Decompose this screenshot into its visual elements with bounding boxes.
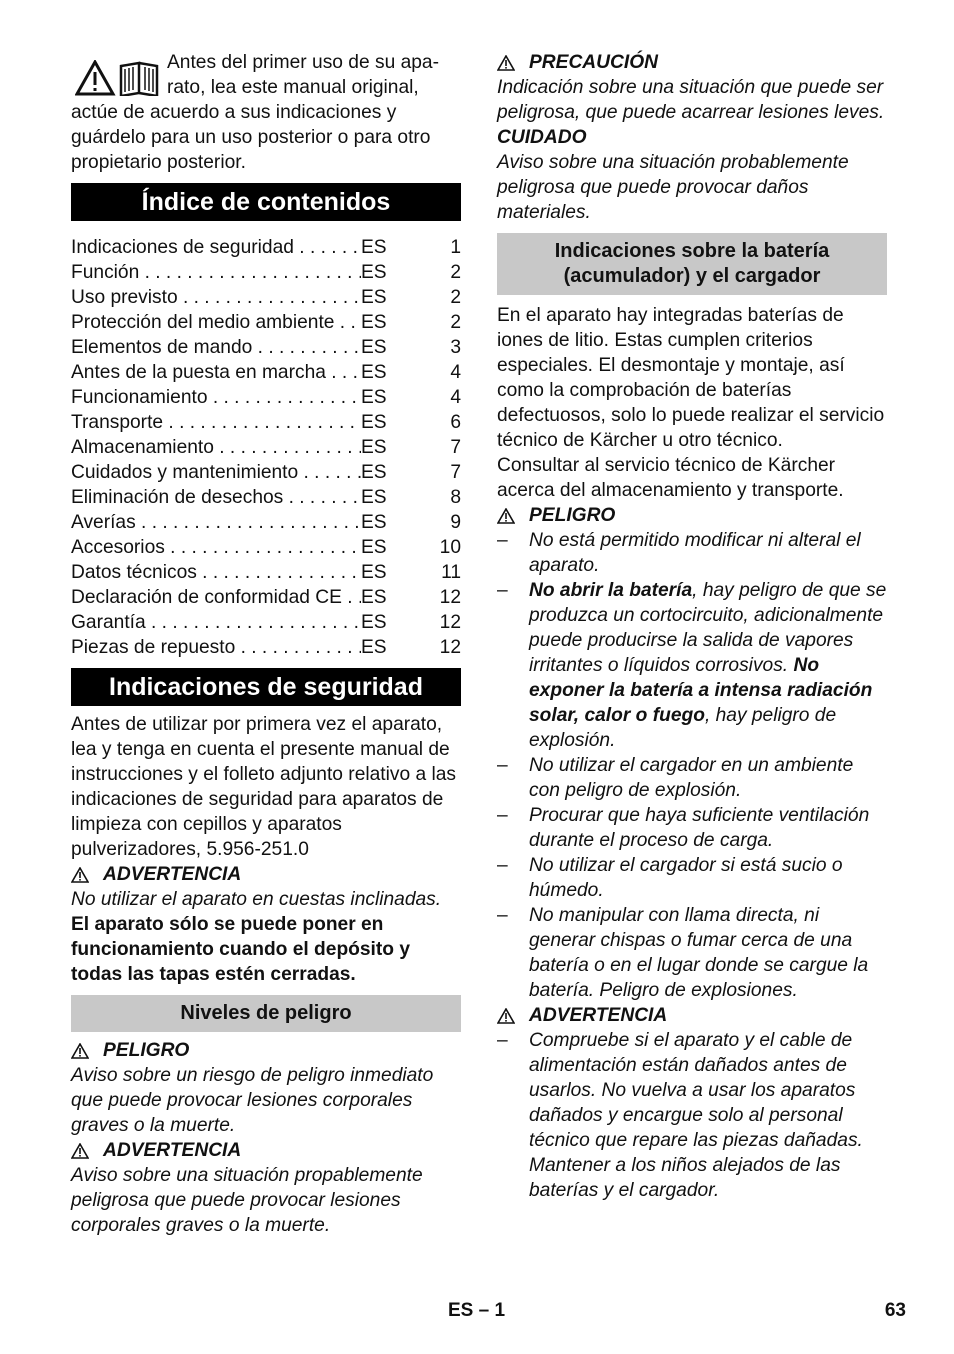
levels-caution-label [497,50,887,75]
safety-heading: Indicaciones de seguridad [71,668,461,706]
toc-entry [71,560,461,585]
toc-entry-title: Datos técnicos . . . [71,560,361,585]
intro-line-1: Antes del primer uso de su apa- [167,52,439,73]
toc-entry-lang: ES [361,437,387,458]
dash-mark: – [497,905,508,926]
toc-entry-title: Piezas de repuesto . . . [71,635,361,660]
toc-entry-lang: ES [361,237,387,258]
toc-entry-title: Transporte . . . [71,410,361,435]
toc-entry-page: 4 [450,362,461,383]
toc-entry-lang: ES [361,312,387,333]
toc-entry-title: Almacenamiento . . . [71,435,361,460]
toc-entry-lang: ES [361,287,387,308]
toc-entry [71,335,461,360]
toc-entry [71,285,461,310]
toc-entry [71,260,461,285]
footer-page-number: 63 [884,1300,906,1321]
toc-entry-lang: ES [361,387,387,408]
intro-rest: actúe de acuerdo a sus indicaciones y guárdelo para un uso posterior o para otro propietario posterior. [71,102,431,173]
toc-entry-lang: ES [361,512,387,533]
dash-mark: – [497,530,508,551]
battery-warning-label [497,1003,887,1028]
battery-danger-label-text: PELIGRO [529,505,616,526]
toc-entry-lang: ES [361,537,387,558]
toc-entry-lang: ES [361,562,387,583]
toc-entry-lang: ES [361,262,387,283]
levels-heading: Niveles de peligro [71,995,461,1032]
toc-entry [71,610,461,635]
safety-warning-bold: El aparato sólo se puede poner en funcionamiento cuando el depósito y todas las tapas estén cerradas. [71,914,411,985]
toc-entry [71,585,461,610]
toc-entry-lang: ES [361,362,387,383]
toc-entry-page: 6 [450,412,461,433]
warning-triangle-icon [71,867,89,883]
toc-entry [71,435,461,460]
dash-mark: – [497,855,508,876]
dash-mark: – [497,805,508,826]
toc-entry-page: 2 [450,312,461,333]
dash-mark: – [497,755,508,776]
battery-danger-item-6-text: No manipular con llama directa, ni generar chispas o fumar cerca de una batería o en el lugar donde se cargue la batería. Peligro de explosiones. [529,905,869,1001]
toc-entry-page: 7 [450,437,461,458]
toc-entry-lang: ES [361,587,387,608]
toc-entry [71,385,461,410]
toc-entry-title: Declaración de conformidad CE . . . [71,585,361,610]
toc-entry-page: 12 [439,612,461,633]
warning-triangle-icon [71,1043,89,1059]
battery-danger-item-1 [497,528,887,578]
levels-care-label: CUIDADO [497,127,587,148]
battery-danger-item-3 [497,753,887,803]
levels-caution-label-text: PRECAUCIÓN [529,52,658,73]
battery-para-2: Consultar al servicio técnico de Kärcher acerca del almacenamiento y transporte. [497,455,844,501]
safety-body: Antes de utilizar por primera vez el aparato, lea y tenga en cuenta el presente manual de instrucciones y el folleto adjunto relativo a las indicaciones de seguridad para aparatos de limpieza con cepillos y aparatos pulverizadores, 5.956-251.0 [71,714,457,860]
toc-entry-title: Uso previsto . . . [71,285,361,310]
toc-entry [71,310,461,335]
battery-warning-label-text: ADVERTENCIA [529,1005,668,1026]
toc-entry-page: 2 [450,287,461,308]
battery-danger-item-5-text: No utilizar el cargador si está sucio o húmedo. [529,855,843,901]
toc-entry-lang: ES [361,412,387,433]
toc-entry-lang: ES [361,337,387,358]
battery-danger-item-2-bold: No abrir la batería [529,580,693,601]
battery-danger-item-2-text [529,578,887,753]
battery-danger-item-2 [497,578,887,753]
toc-entry-page: 1 [450,237,461,258]
warning-triangle-icon [497,508,515,524]
warning-triangle-icon [71,1143,89,1159]
battery-danger-item-5 [497,853,887,903]
battery-heading-line-1: Indicaciones sobre la batería [554,240,830,262]
safety-warning-label [71,862,461,887]
warning-triangle-icon [497,1008,515,1024]
left-column [71,50,461,1238]
levels-danger-label [71,1038,461,1063]
battery-warning-item-1 [497,1028,887,1203]
battery-warning-item-1-text: Compruebe si el aparato y el cable de alimentación están dañados antes de usarlos. No vuelva a usar los aparatos dañados y encargue solo al personal técnico que repare las piezas dañadas. Mantener a los niños alejados de las baterías y el cargador. [529,1030,863,1201]
safety-warning-text: No utilizar el aparato en cuestas inclinadas. [71,889,442,910]
battery-danger-item-4-text: Procurar que haya suficiente ventilación durante el proceso de carga. [529,805,870,851]
toc-entry-title: Accesorios . . . [71,535,361,560]
warning-triangle-icon [497,55,515,71]
toc-entry [71,485,461,510]
intro-line-2: rato, lea este manual original, [167,77,419,98]
battery-danger-item-2-rest-2: , hay peligro de explosión. [529,705,837,751]
toc-entry-lang: ES [361,462,387,483]
battery-danger-item-4 [497,803,887,853]
battery-danger-item-3-text: No utilizar el cargador en un ambiente con peligro de explosión. [529,755,854,801]
dash-mark: – [497,1030,508,1051]
intro [71,50,461,175]
toc-entry-title: Funcionamiento . . . [71,385,361,410]
toc-entry [71,360,461,385]
battery-heading-line-2: (acumulador) y el cargador [563,265,821,287]
footer-section-label: ES – 1 [448,1300,506,1321]
right-column [497,50,887,1203]
toc-entry [71,510,461,535]
toc-entry-page: 7 [450,462,461,483]
toc-entry [71,535,461,560]
toc-entry-title: Eliminación de desechos . . . [71,485,361,510]
levels-care-text: Aviso sobre una situación probablemente peligrosa que puede provocar daños materiales. [497,152,849,223]
battery-para-1: En el aparato hay integradas baterías de iones de litio. Estas cumplen criterios especiales. El desmontaje y montaje, así como la comprobación de baterías defectuosos, solo lo puede realizar el servicio técnico de Kärcher u otro técnico. [497,305,885,451]
safety-warning-label-text: ADVERTENCIA [103,864,242,885]
toc-entry-page: 2 [450,262,461,283]
battery-heading [497,233,887,295]
toc-entry [71,410,461,435]
battery-danger-item-2-bold-2: No exponer la batería a intensa radiación solar, calor o fuego [529,655,873,726]
toc-entry [71,635,461,660]
toc-entry-page: 12 [439,587,461,608]
toc-entry-title: Garantía . . . [71,610,361,635]
toc-entry-title: Indicaciones de seguridad . . . [71,235,361,260]
levels-danger-text: Aviso sobre un riesgo de peligro inmediato que puede provocar lesiones corporales graves o la muerte. [71,1065,434,1136]
toc-entry-title: Función . . . [71,260,361,285]
battery-danger-item-6 [497,903,887,1003]
levels-caution-text: Indicación sobre una situación que puede ser peligrosa, que puede acarrear lesiones leves. [497,77,885,123]
levels-danger-label-text: PELIGRO [103,1040,190,1061]
toc-entry-title: Averías . . . [71,510,361,535]
toc-entry-title: Protección del medio ambiente . . . [71,310,361,335]
toc-entry [71,460,461,485]
battery-danger-item-2-rest: , hay peligro de que se produzca un cortocircuito, adicionalmente puede producirse la salida de vapores irritantes o líquidos corrosivos. [529,580,887,676]
toc-entry-lang: ES [361,637,387,658]
toc-entry-lang: ES [361,487,387,508]
toc-entry-page: 9 [450,512,461,533]
levels-warning-label [71,1138,461,1163]
toc-heading: Índice de contenidos [71,183,461,221]
toc-entry-page: 8 [450,487,461,508]
warning-manual-icon [75,60,163,96]
toc-entry [71,235,461,260]
battery-danger-item-1-text: No está permitido modificar ni alteral el aparato. [529,530,861,576]
toc-entry-page: 12 [439,637,461,658]
toc-list [71,235,461,660]
toc-entry-page: 10 [439,537,461,558]
toc-entry-title: Elementos de mando . . . [71,335,361,360]
toc-entry-page: 3 [450,337,461,358]
levels-warning-text: Aviso sobre una situación propablemente peligrosa que puede provocar lesiones corporales graves o la muerte. [71,1165,423,1236]
dash-mark: – [497,580,508,601]
toc-entry-title: Cuidados y mantenimiento . . . [71,460,361,485]
toc-entry-page: 11 [441,562,461,583]
levels-warning-label-text: ADVERTENCIA [103,1140,242,1161]
toc-entry-title: Antes de la puesta en marcha . . . [71,360,361,385]
battery-danger-label [497,503,887,528]
toc-entry-lang: ES [361,612,387,633]
toc-entry-page: 4 [450,387,461,408]
